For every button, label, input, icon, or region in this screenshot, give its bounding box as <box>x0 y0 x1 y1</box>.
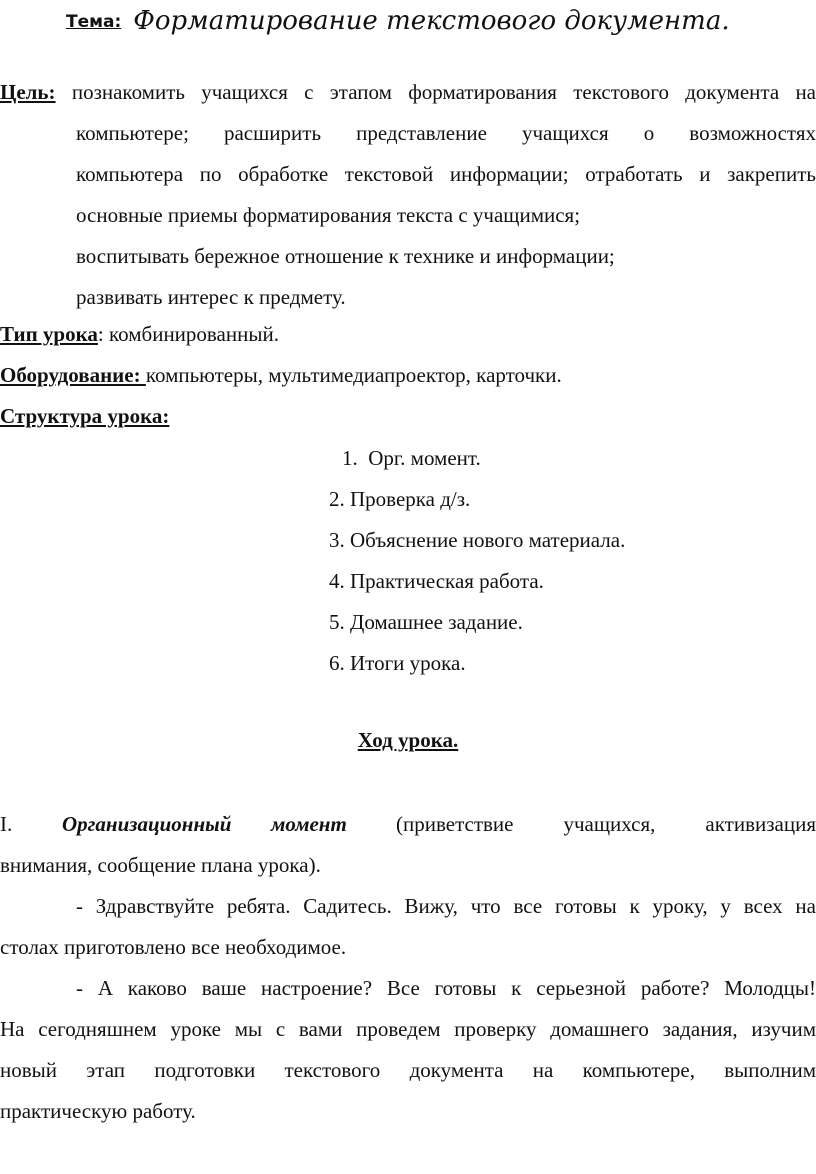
topic-label: Тема: <box>66 12 122 32</box>
section1-title-word2: момент <box>271 812 347 836</box>
structure-item-1: 1. Орг. момент. <box>342 446 481 470</box>
lesson-type-value: : комбинированный. <box>97 322 279 346</box>
topic-line <box>66 6 730 36</box>
section1-line-2: внимания, сообщение плана урока). <box>0 853 321 877</box>
section1-title-word1: Организационный <box>62 812 232 836</box>
goal-text-1: познакомить учащихся с этапом форматирования текстового документа на <box>71 80 816 104</box>
para1-line-2: столах приготовлено все необходимое. <box>0 935 347 959</box>
lesson-type-label: Тип урока <box>0 322 98 346</box>
structure-heading <box>0 402 816 430</box>
equipment-label: Оборудование: <box>0 363 146 387</box>
para2-line-2: На сегодняшнем уроке мы с вами проведем проверку домашнего задания, изучим <box>0 1017 816 1041</box>
para2-line-4: практическую работу. <box>0 1099 196 1123</box>
goal-line-2: компьютере; расширить представление учащихся о возможностях <box>76 121 816 145</box>
structure-item-6: 6. Итоги урока. <box>329 651 466 675</box>
para2-line-1: - А каково ваше настроение? Все готовы к серьезной работе? Молодцы! <box>76 976 816 1000</box>
structure-label: Структура урока: <box>0 404 170 428</box>
para1-line-1: - Здравствуйте ребята. Садитесь. Вижу, что все готовы к уроку, у всех на <box>76 894 816 918</box>
course-heading: Ход урока. <box>357 728 459 752</box>
section1-numeral: I. <box>0 812 13 836</box>
structure-item-2: 2. Проверка д/з. <box>329 487 471 511</box>
lesson-type-line <box>0 320 816 348</box>
equipment-value: компьютеры, мультимедиапроектор, карточки. <box>145 363 562 387</box>
structure-item-4: 4. Практическая работа. <box>329 569 544 593</box>
equipment-line <box>0 361 816 389</box>
goal-line-6: развивать интерес к предмету. <box>76 285 346 309</box>
goal-line-4: основные приемы форматирования текста с учащимися; <box>76 203 581 227</box>
para2-line-3: новый этап подготовки текстового документа на компьютере, выполним <box>0 1058 816 1082</box>
section1-rest: (приветствие учащихся, активизация <box>396 812 816 836</box>
structure-item-5: 5. Домашнее задание. <box>329 610 523 634</box>
goal-line-5: воспитывать бережное отношение к технике и информации; <box>76 244 615 268</box>
structure-item-3: 3. Объяснение нового материала. <box>329 528 626 552</box>
goal-line-3: компьютера по обработке текстовой информации; отработать и закрепить <box>76 162 816 186</box>
goal-line-1 <box>0 78 816 106</box>
goal-label: Цель: <box>0 80 56 104</box>
topic-title: Форматирование текстового документа. <box>133 6 730 36</box>
